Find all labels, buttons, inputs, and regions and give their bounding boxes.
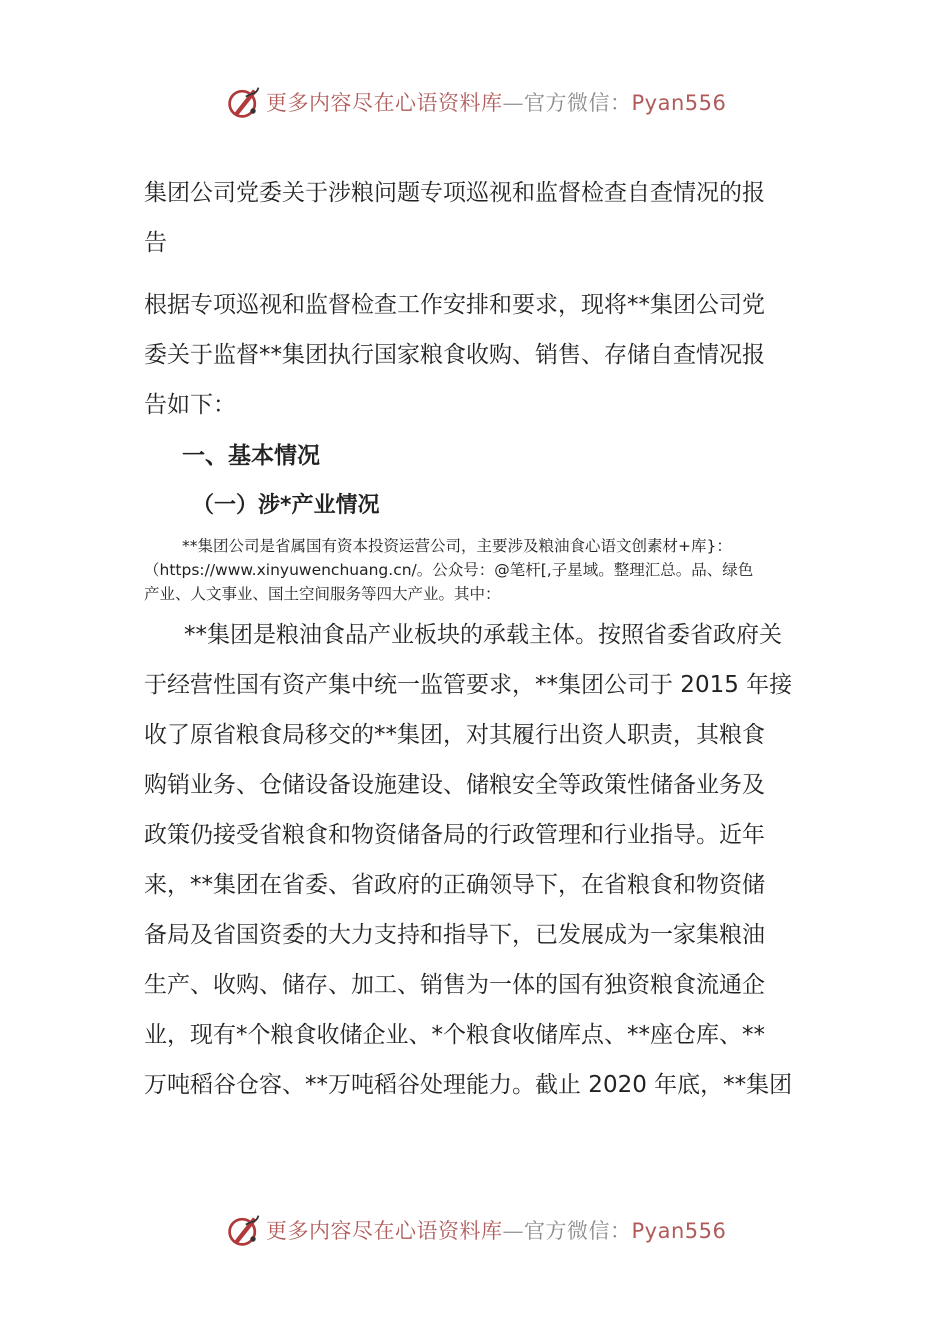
body-paragraph: **集团是粮油食品产业板块的承载主体。按照省委省政府关 于经营性国有资产集中统一监管要求，**集团公司于 2015 年接 收了原省粮食局移交的**集团，对其履行出资人职责，其粮食 购销业务、仓储设备设施建设、储粮安全等政策性储备业务及 政策仍接受省粮食和物资储备局的行政管理和行业指导。近年 来，**集团在省委、省政府的正确领导下，在省粮食和物资储 备局及省国资委的大力支持和指导下，已发展成为一家集粮油 生产、收购、储存、加工、销售为一体的国有独资粮食流通企 业，现有*个粮食收储企业、*个粮食收储库点、**座仓库、** 万吨稻谷仓容、**万吨稻谷处理能力。截止 2020 年底，**集团 — [144, 622, 793, 1098]
quill-logo-icon — [226, 1212, 262, 1248]
header-watermark-banner — [0, 80, 950, 124]
banner-text: 更多内容尽在心语资料库—官方微信：Pyan556 — [266, 91, 727, 115]
subsection-heading-industry: （一）涉*产业情况 — [192, 493, 380, 518]
quill-logo-icon — [226, 84, 262, 120]
section-heading-basic-situation: 一、基本情况 — [182, 443, 320, 469]
footer-watermark-banner — [0, 1208, 950, 1252]
intro-paragraph: 根据专项巡视和监督检查工作安排和要求，现将**集团公司党 委关于监督**集团执行国家粮食收购、销售、存储自查情况报 告如下： — [144, 292, 765, 418]
banner-text: 更多内容尽在心语资料库—官方微信：Pyan556 — [266, 1219, 727, 1243]
small-paragraph: **集团公司是省属国有资本投资运营公司，主要涉及粮油食心语文创素材+库}： （https://www.xinyuwenchuang.cn/。公众号：@笔杆[,子星域。整理汇总。品、绿色 产业、人文事业、国土空间服务等四大产业。其中： — [144, 537, 754, 603]
document-title: 集团公司党委关于涉粮问题专项巡视和监督检查自查情况的报 告 — [144, 180, 765, 256]
